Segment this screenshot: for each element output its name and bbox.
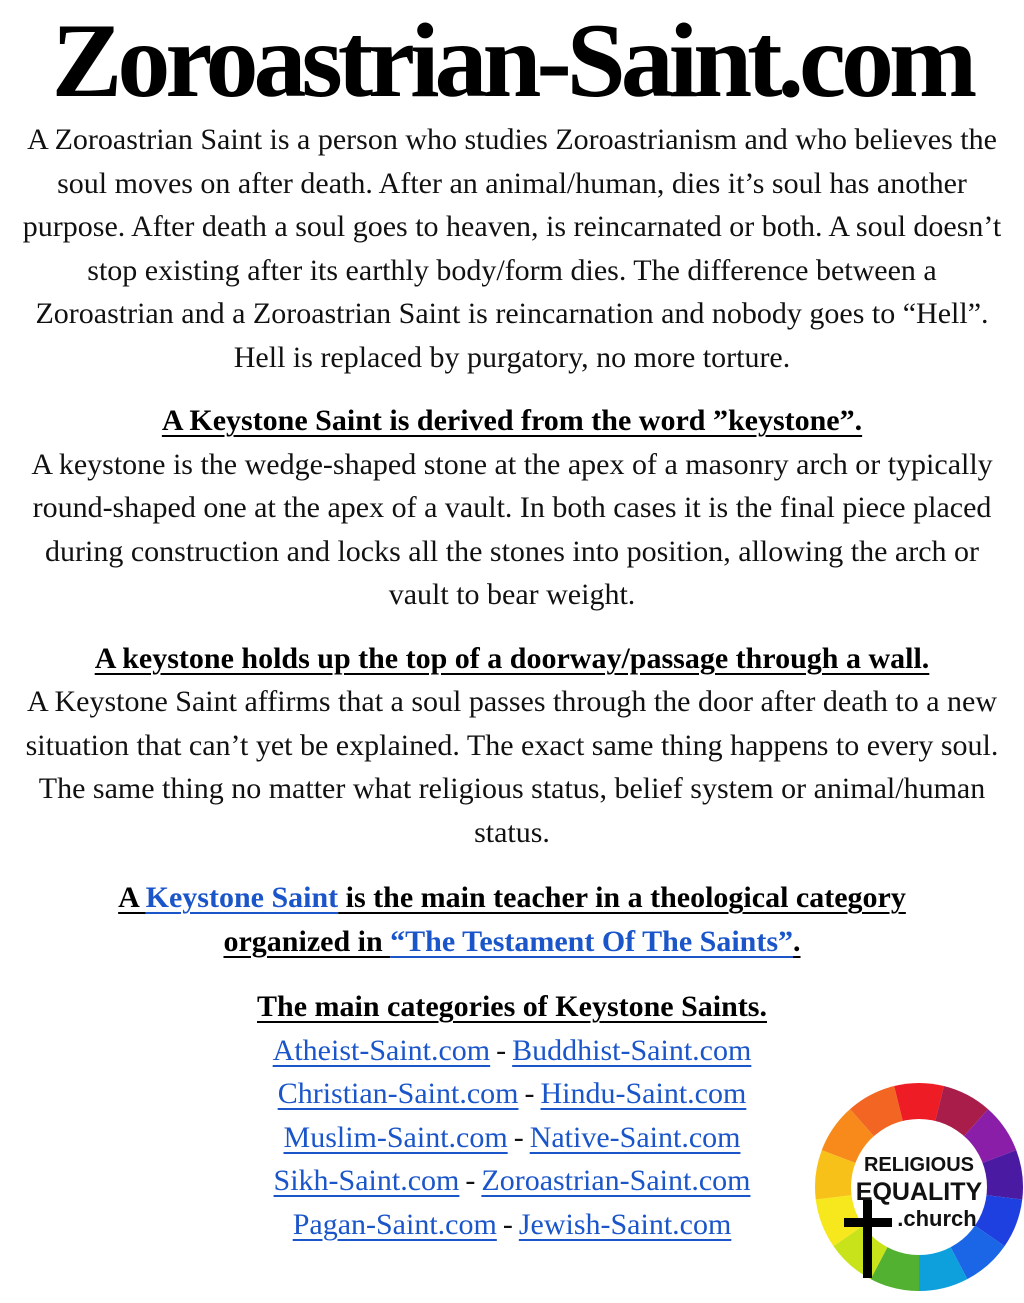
native-saint-link[interactable]: Native-Saint.com bbox=[529, 1120, 741, 1154]
link-separator: - bbox=[513, 1120, 524, 1154]
doorway-paragraph: A Keystone Saint affirms that a soul passes through the door after death to a new situation that can’t yet be explained. The exact same thing happens to every soul. The same thing no matter what religious status, belief system or animal/human status. bbox=[25, 685, 999, 849]
keystone-heading-text: A Keystone Saint is derived from the word ”keystone”. bbox=[161, 404, 863, 437]
link-separator: - bbox=[524, 1077, 535, 1110]
hindu-saint-link[interactable]: Hindu-Saint.com bbox=[540, 1077, 747, 1110]
keystone-saint-link[interactable]: Keystone Saint bbox=[145, 881, 339, 914]
intro-paragraph: A Zoroastrian Saint is a person who studies Zoroastrianism and who believes the soul moves on after death. After an animal/human, dies it’s soul has another purpose. After death a soul goes to heaven, is reincarnated or both. A soul doesn’t stop existing after its earthly body/form dies. The difference between a Zoroastrian and a Zoroastrian Saint is reincarnation and nobody goes to “Hell”. Hell is replaced by purgatory, no more torture. bbox=[22, 123, 1002, 374]
religious-equality-logo[interactable] bbox=[814, 1082, 1024, 1292]
logo-text-equality: EQUALITY bbox=[855, 1178, 983, 1206]
pagan-saint-link[interactable]: Pagan-Saint.com bbox=[292, 1207, 497, 1241]
teacher-statement bbox=[62, 876, 962, 963]
zoroastrian-saint-link[interactable]: Zoroastrian-Saint.com bbox=[481, 1164, 751, 1197]
jewish-saint-link[interactable]: Jewish-Saint.com bbox=[518, 1207, 732, 1241]
teacher-suffix: . bbox=[793, 924, 801, 958]
keystone-paragraph: A keystone is the wedge-shaped stone at the apex of a masonry arch or typically round-shaped one at the apex of a vault. In both cases it is the final piece placed during construction and locks all the stones into position, allowing the arch or vault to bear weight. bbox=[31, 447, 993, 611]
site-title: Zoroastrian-Saint.com bbox=[51, 2, 973, 119]
logo-text-religious: RELIGIOUS bbox=[863, 1154, 974, 1176]
muslim-saint-link[interactable]: Muslim-Saint.com bbox=[283, 1120, 508, 1154]
buddhist-saint-link[interactable]: Buddhist-Saint.com bbox=[512, 1033, 752, 1067]
link-separator: - bbox=[496, 1033, 507, 1067]
logo-text-church: .church bbox=[897, 1206, 977, 1231]
categories-heading-text: The main categories of Keystone Saints. bbox=[257, 990, 767, 1023]
doorway-heading bbox=[0, 637, 1024, 681]
category-row bbox=[0, 1029, 1024, 1073]
atheist-saint-link[interactable]: Atheist-Saint.com bbox=[272, 1033, 491, 1067]
link-separator: - bbox=[465, 1164, 476, 1197]
christian-saint-link[interactable]: Christian-Saint.com bbox=[277, 1077, 519, 1110]
keystone-heading bbox=[0, 399, 1024, 443]
sikh-saint-link[interactable]: Sikh-Saint.com bbox=[273, 1164, 460, 1197]
doorway-heading-text: A keystone holds up the top of a doorway/passage through a wall. bbox=[94, 641, 930, 675]
teacher-middle: is the main teacher in a theological category organized in bbox=[223, 881, 906, 958]
categories-heading bbox=[0, 985, 1024, 1029]
teacher-prefix: A bbox=[118, 881, 146, 914]
link-separator: - bbox=[502, 1207, 513, 1241]
testament-of-the-saints-link[interactable]: “The Testament Of The Saints” bbox=[390, 924, 794, 958]
